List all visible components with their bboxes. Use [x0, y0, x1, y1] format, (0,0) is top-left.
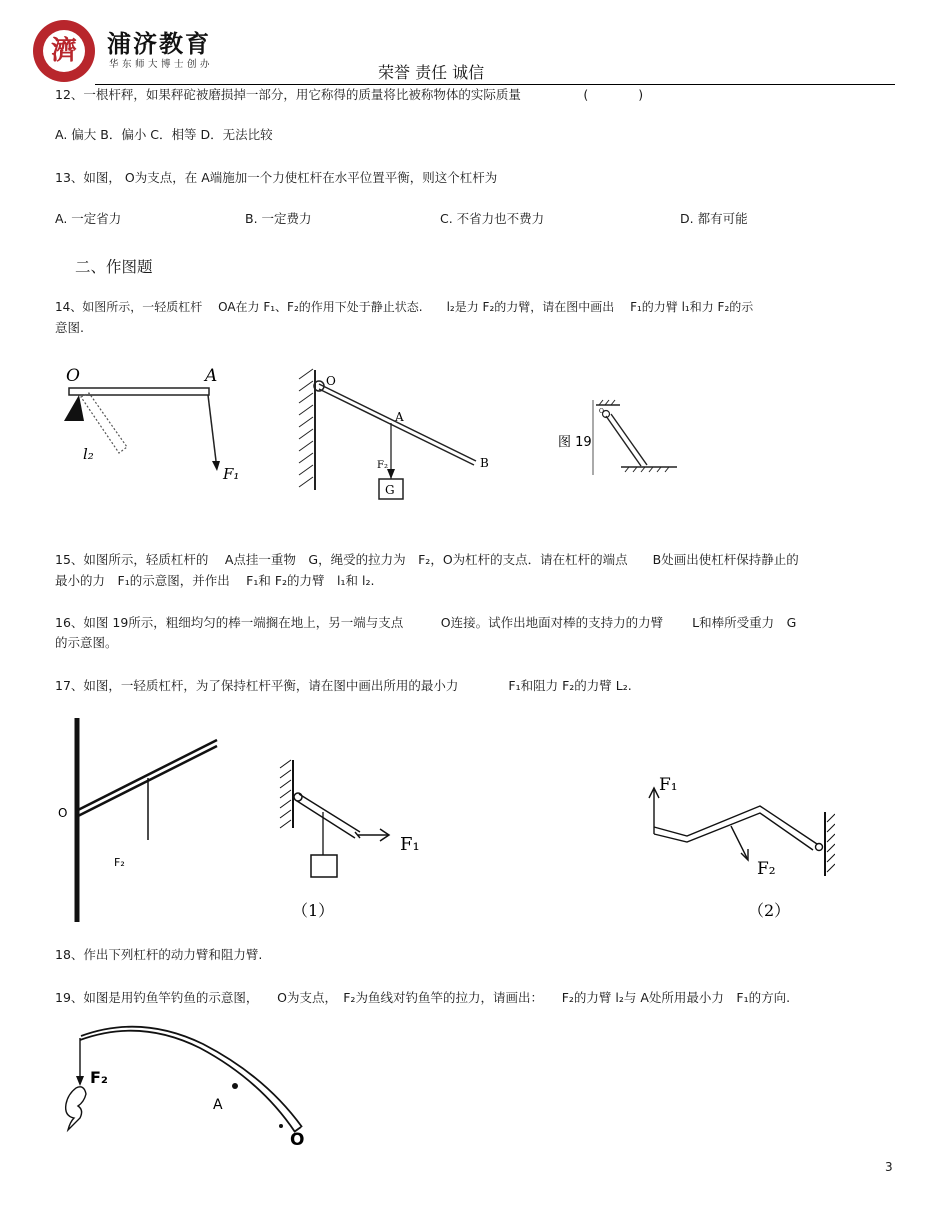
label-g: G — [385, 483, 395, 497]
label-o: O — [599, 408, 604, 415]
question-13-option-d: D. 都有可能 — [680, 211, 748, 226]
question-16-line1: 16、如图 19所示，粗细均匀的棒一端搁在地上，另一端与支点 O连接。试作出地面对棒的支持力的力臂 L和棒所受重力 G — [55, 615, 797, 630]
question-12-options: A. 偏大 B．偏小 C．相等 D．无法比较 — [55, 127, 273, 142]
label-o: O — [58, 806, 68, 820]
figure-14-lever — [64, 366, 239, 483]
label-l2: l₂ — [83, 445, 94, 463]
question-13-option-a: A. 一定省力 — [55, 211, 122, 226]
caption-1: （1） — [292, 901, 335, 920]
question-17: 17、如图，一轻质杠杆，为了保持杠杆平衡，请在图中画出所用的最小力 F₁和阻力 F₂的力臂 L₂. — [55, 678, 632, 693]
question-12: 12、一根杆秤，如果秤砣被磨损掉一部分，用它称得的质量将比被称物体的实际质量 ( ) — [55, 87, 644, 102]
figure-18-1 — [280, 760, 420, 920]
caption-2: （2） — [748, 901, 791, 920]
question-18: 18、作出下列杠杆的动力臂和阻力臂. — [55, 947, 263, 962]
label-a: A — [395, 410, 404, 424]
label-o: O — [290, 1130, 305, 1145]
figure-17-lever — [58, 718, 217, 922]
question-19: 19、如图是用钓鱼竿钓鱼的示意图， O为支点， F₂为鱼线对钓鱼竿的拉力，请画出： F₂的力臂 l₂与 A处所用最小力 F₁的方向. — [55, 990, 791, 1005]
question-14-line1: 14、如图所示，一轻质杠杆 OA在力 F₁、F₂的作用下处于静止状态. l₂是力 F₂的力臂，请在图中画出 F₁的力臂 l₁和力 F₂的示 — [55, 300, 754, 314]
label-f1: F₁ — [223, 465, 240, 483]
section-heading: 二、作图题 — [75, 258, 153, 276]
label-o: O — [66, 366, 80, 386]
label-f2: F₂ — [90, 1068, 108, 1087]
page-number: 3 — [885, 1160, 893, 1174]
label-f1: F₁ — [400, 834, 420, 855]
question-16-line2: 的示意图。 — [55, 635, 118, 650]
label-a: A — [213, 1097, 223, 1113]
logo-mark: 濟 — [50, 36, 77, 66]
question-14-line2: 意图. — [55, 320, 84, 335]
label-o: O — [326, 374, 336, 388]
label-f2: F₂ — [757, 859, 776, 879]
logo — [33, 20, 95, 82]
figure-18-2 — [649, 775, 835, 920]
label-f2: F₂ — [377, 460, 388, 471]
figure-16-rod — [558, 400, 677, 475]
question-15-line1: 15、如图所示，轻质杠杆的 A点挂一重物 G，绳受的拉力为 F₂，O为杠杆的支点．请在杠杆的端点 B处画出使杠杆保持静止的 — [55, 552, 799, 567]
brand-name: 浦济教育 — [107, 29, 211, 58]
motto: 荣誉 责任 诚信 — [378, 63, 485, 82]
question-13-option-c: C. 不省力也不费力 — [440, 211, 545, 226]
figure-label: 图 19 — [558, 435, 592, 450]
question-13: 13、如图， O为支点，在 A端施加一个力使杠杆在水平位置平衡，则这个杠杆为 — [55, 170, 498, 185]
figure-row-1 — [55, 355, 695, 505]
figure-19-fishing-rod — [50, 1020, 330, 1145]
label-f1: F₁ — [659, 775, 678, 795]
question-13-option-b: B. 一定费力 — [245, 211, 312, 226]
label-f2: F₂ — [114, 856, 125, 869]
question-15-line2: 最小的力 F₁的示意图，并作出 F₁和 F₂的力臂 l₁和 l₂. — [55, 573, 375, 588]
label-b: B — [480, 456, 489, 470]
figure-row-2 — [55, 710, 835, 925]
figure-15-lever — [299, 369, 489, 499]
brand-subtitle: 华东师大博士创办 — [109, 59, 214, 70]
label-a: A — [205, 366, 218, 386]
